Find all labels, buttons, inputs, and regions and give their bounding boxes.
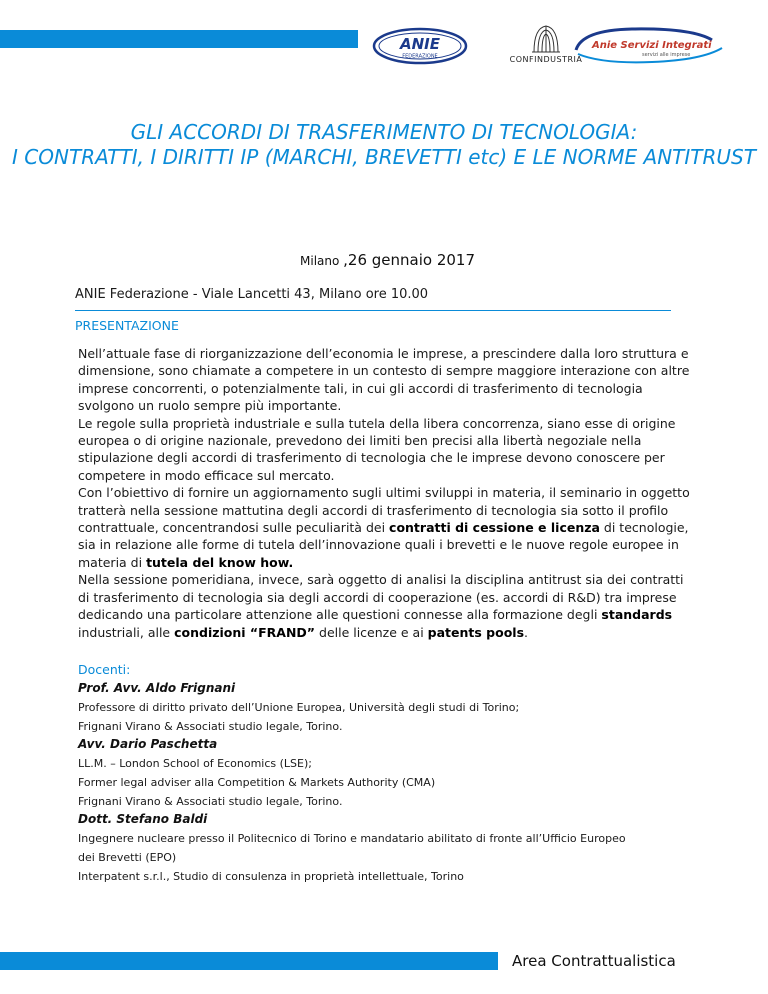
event-venue: ANIE Federazione - Viale Lancetti 43, Milano ore 10.00 <box>75 287 429 302</box>
event-day: ,26 gennaio 2017 <box>343 251 476 269</box>
docente-name: Avv. Dario Paschetta <box>78 737 218 751</box>
docente-detail: Frignani Virano & Associati studio legale, Torino. <box>78 795 343 808</box>
docente-detail: LL.M. – London School of Economics (LSE); <box>78 757 312 770</box>
highlight-patents-pools: patents pools <box>427 624 525 640</box>
highlight-know-how: tutela del know how. <box>146 554 294 570</box>
docente-name: Dott. Stefano Baldi <box>78 812 208 826</box>
page-title <box>0 120 768 170</box>
docente-detail: Professore di diritto privato dell’Unione Europea, Università degli studi di Torino; <box>78 701 520 714</box>
docenti-section <box>78 662 718 886</box>
anie-servizi-integrati-logo <box>572 26 768 66</box>
paragraph-2: Le regole sulla proprietà industriale e sulla tutela della libera concorrenza, siano esse di origine europea o di origine nazionale, prevedono dei limiti ben precisi alla libertà negoziale nella stipulazione degli accordi di trasferimento di tecnologia che le imprese devono conoscere per competere in modo efficace sul mercato. <box>78 415 676 483</box>
highlight-frand: condizioni “FRAND” <box>174 624 316 640</box>
paragraph-4-text-b: industriali, alle <box>78 624 175 640</box>
divider <box>75 310 671 311</box>
docente-detail: Frignani Virano & Associati studio legale, Torino. <box>78 720 343 733</box>
docente-detail: Interpatent s.r.l., Studio di consulenza in proprietà intellettuale, Torino <box>78 870 464 883</box>
paragraph-3-text-a: Con l’obiettivo di fornire un aggiornamento sugli ultimi sviluppi in materia, il seminario in oggetto tratterà nella sessione mattutina degli accordi di trasferimento di tecnologia sia sotto il profilo contrattuale, concentrandosi sulle peculiarità dei <box>78 485 690 536</box>
title-line-1: GLI ACCORDI DI TRASFERIMENTO DI TECNOLOGIA: <box>130 120 638 144</box>
paragraph-3-text-b: di tecnologie, sia in relazione alle forme di tutela dell’innovazione quali i brevetti e le nuove regole europee in materia di <box>78 520 689 570</box>
asi-logo-text: Anie Servizi Integrati <box>592 40 712 51</box>
docente-detail: Ingegnere nucleare presso il Politecnico di Torino e mandatario abilitato di fronte all’Ufficio Europeo <box>78 832 626 845</box>
presentazione-heading: PRESENTAZIONE <box>75 318 179 333</box>
docente-detail: Former legal adviser alla Competition & Markets Authority (CMA) <box>78 776 436 789</box>
anie-logo-subtext: FEDERAZIONE <box>402 53 438 60</box>
paragraph-4 <box>78 571 690 641</box>
anie-logo-text: ANIE <box>400 35 440 53</box>
docente-detail: dei Brevetti (EPO) <box>78 851 177 864</box>
bottom-accent-bar <box>0 952 498 970</box>
presentazione-body <box>78 345 690 641</box>
event-city: Milano <box>300 254 344 268</box>
docente-name: Prof. Avv. Aldo Frignani <box>78 681 236 695</box>
event-date <box>300 251 475 269</box>
footer-area-label: Area Contrattualistica <box>512 952 676 970</box>
asi-logo-subtext: servizi alle imprese <box>642 52 691 58</box>
paragraph-4-text-c: delle licenze e ai <box>315 624 428 640</box>
top-accent-bar <box>0 30 358 48</box>
paragraph-1: Nell’attuale fase di riorganizzazione dell’economia le imprese, a prescindere dalla loro struttura e dimensione, sono chiamate a competere in un contesto di sempre maggiore interazione con altre imprese concorrenti, o potenzialmente tali, in cui gli accordi di trasferimento di tecnologia svolgono un ruolo sempre più importante. <box>78 346 690 414</box>
title-line-2: I CONTRATTI, I DIRITTI IP (MARCHI, BREVETTI etc) E LE NORME ANTITRUST <box>12 145 756 169</box>
highlight-contratti: contratti di cessione e licenza <box>389 520 600 536</box>
paragraph-4-text-a: Nella sessione pomeridiana, invece, sarà oggetto di analisi la disciplina antitrust sia dei contratti di trasferimento di tecnologia sia degli accordi di cooperazione (es. accordi di R&D) tra imprese dedicando una particolare attenzione alle questioni connesse alla formazione degli <box>78 572 684 623</box>
paragraph-4-text-d: . <box>524 624 529 640</box>
highlight-standards: standards <box>601 607 673 623</box>
docenti-heading: Docenti: <box>78 662 131 677</box>
paragraph-3 <box>78 484 690 571</box>
confindustria-logo-text: CONFINDUSTRIA <box>509 55 583 64</box>
anie-logo <box>372 27 468 65</box>
